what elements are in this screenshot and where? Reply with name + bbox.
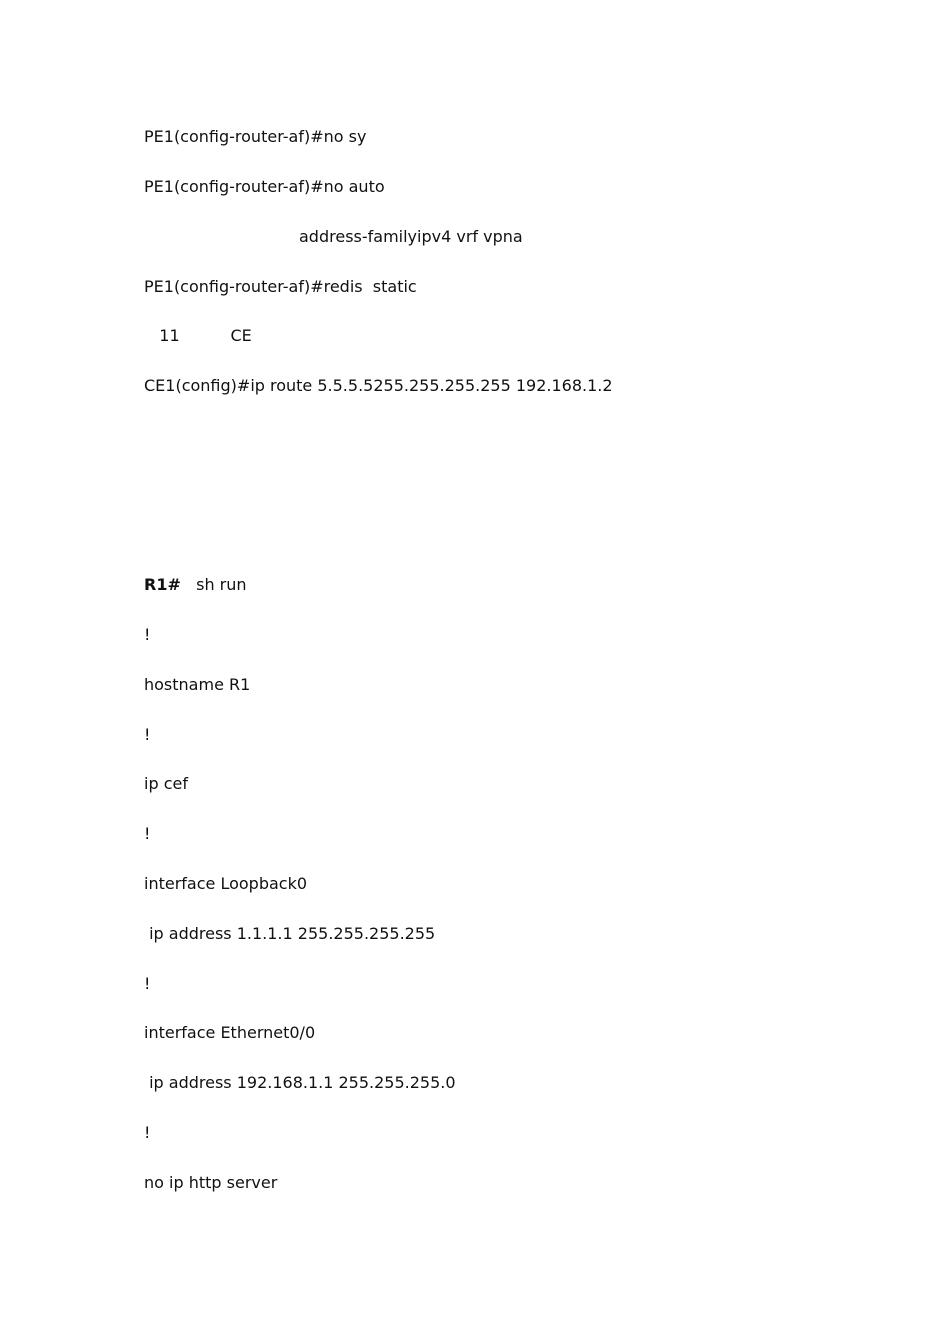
config-line-no-http-server: no ip http server [144, 1173, 278, 1192]
config-line-separator: ! [144, 824, 151, 843]
config-line-ip-cef: ip cef [144, 774, 188, 793]
section-heading-ce: 11 CE [144, 326, 252, 345]
config-line-no-auto: PE1(config-router-af)#no auto [144, 177, 385, 196]
config-line-separator: ! [144, 974, 151, 993]
r1-prompt: R1# [144, 575, 181, 594]
config-line-separator: ! [144, 625, 151, 644]
config-line-hostname: hostname R1 [144, 675, 251, 694]
config-line-loopback-ip: ip address 1.1.1.1 255.255.255.255 [144, 924, 436, 943]
config-line-ethernet-ip: ip address 192.168.1.1 255.255.255.0 [144, 1073, 456, 1092]
r1-show-run-line [144, 575, 247, 595]
config-line-interface-loopback: interface Loopback0 [144, 874, 308, 893]
config-line-interface-ethernet: interface Ethernet0/0 [144, 1023, 316, 1042]
config-line-separator: ! [144, 1123, 151, 1142]
config-line-address-family: address-familyipv4 vrf vpna [299, 227, 523, 246]
config-line-separator: ! [144, 725, 151, 744]
r1-command: sh run [180, 575, 247, 594]
config-line-redis-static: PE1(config-router-af)#redis static [144, 277, 417, 296]
config-line-no-sy: PE1(config-router-af)#no sy [144, 127, 367, 146]
config-line-ip-route: CE1(config)#ip route 5.5.5.5255.255.255.255 192.168.1.2 [144, 376, 613, 395]
